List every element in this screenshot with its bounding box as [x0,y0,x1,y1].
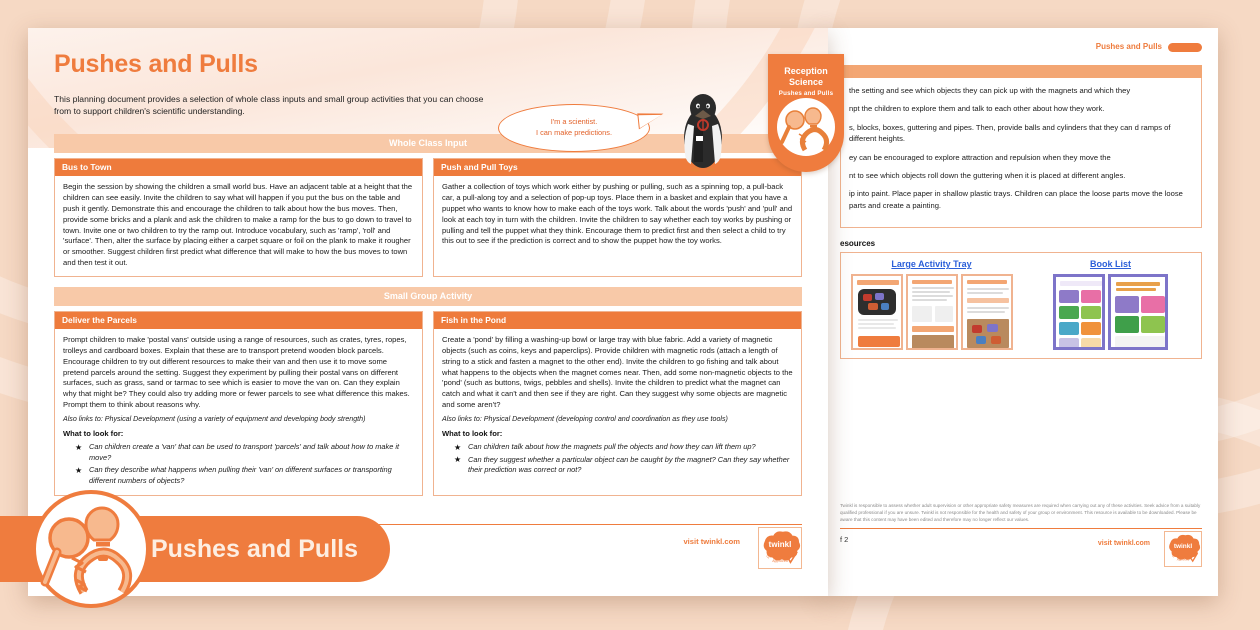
section-bar-whole-class-input: Whole Class Input [54,134,802,153]
badge-line-2: Science [788,76,824,87]
page-title: Pushes and Pulls [54,50,258,78]
page2-header [840,42,1202,56]
page2-text-block [840,78,1202,228]
overlay-banner-label: Pushes and Pulls [150,534,358,563]
what-to-look-for-label: What to look for: [442,429,503,439]
page2-paragraph: nt to see which objects roll down the guttering when it is placed at different angles. [849,170,1126,180]
resource-thumbnail [1053,274,1105,350]
resource-item-activity-tray[interactable] [847,259,1016,350]
intro-paragraph: This planning document provides a selection of whole class inputs and small group activities that you can choose from to support children's scientific understanding. [54,94,484,117]
list-item-text: Can they suggest whether a particular object can be caught by the magnet? Can they say whether their prediction was correct or not? [468,454,790,475]
page2-paragraph: s, blocks, boxes, guttering and pipes. Then, provide balls and cylinders that they can d ramps of different heights. [849,122,1171,144]
penguin-scientist-icon [672,88,734,176]
badge-arc-label: Pushes and Pulls [778,90,834,98]
page2-visit-link[interactable]: visit twinkl.com [1097,540,1150,547]
what-to-look-for-label: What to look for: [63,429,124,439]
activity-card-fish-in-the-pond[interactable] [433,311,802,497]
page2-number: f 2 [840,535,849,544]
card-body-text: Begin the session by showing the children a small world bus. Have an adjacent table at a height that the children can see easily. Invite the children to say what will happen if you put the bus on the table and push it gently. Demonstrate this and encourage the children to talk about how the bus moves. Then, provide some bricks and a plank and ask the children to make a ramp for the bus to go down to travel to town. Invite one or two children to try the ramp out. Introduce vocabulary, such as 'ramp', 'roll' and 'surface'. Then, alter the surface by placing either a carpet square or foil on the plank to make it rougher or smoother. Suggest children first predict what difference that will make to how the bus moves to town and then test it out. [63,182,413,267]
resource-thumbnail [906,274,958,350]
page2-resources-label: esources [840,239,876,249]
resource-thumbnail [1108,274,1168,350]
section-cards-row [54,311,802,497]
visit-link[interactable]: visit twinkl.com [683,537,740,546]
activity-card-deliver-the-parcels[interactable] [54,311,423,497]
star-icon: ★ [75,465,83,475]
page2-paragraph: ey can be encouraged to explore attraction and repulsion when they move the [849,152,1111,162]
list-item [454,442,793,453]
card-links-to: Also links to: Physical Development (using a variety of equipment and developing body strength) [63,414,366,423]
card-body-text: Create a 'pond' by filling a washing-up bowl or large tray with blue fabric. Add a variety of magnetic objects (such as coins, keys and paperclips). Provide children with magnetic rods (attach a length of string to a stick and fasten a magnet to the other end). Invite the children to go fishing and talk about what happens to the objects when the magnet comes near. Then, add some non-magnetic objects to the 'pond' (such as buttons, twigs, pebbles and shells). Invite the children to predict what the magnet can catch and what it can't and then see if they are right. Can they suggest why some objects are magnetic and some aren't? [442,335,793,409]
page2-resources-panel [840,252,1202,359]
magnifier-bulb-magnet-icon [777,98,835,156]
badge-line-1: Reception [784,66,828,76]
page2-section-bar [840,65,1202,78]
section-bar-small-group-activity: Small Group Activity [54,287,802,306]
speech-line-1: I'm a scientist. [550,117,598,127]
page2-paragraph: the setting and see which objects they can pick up with the magnets and which they [849,86,1131,95]
document-page-2[interactable] [822,28,1218,596]
card-body-text: Gather a collection of toys which work either by pushing or pulling, such as a spinning top, a pull-back car, a pull-along toy and a selection of pop-up toys. Place them in a basket and explain that you have a puppet who wants to know how to make each of the toys work. Talk about the words 'push' and 'pull' and look at each toy in turn with the children. Invite the children to say whether each toy works by pushing or pulling and tell the puppet what they think. Encourage them to predict first and then select a child to try this out to see if the prediction is correct and to show the puppet how the toy works. [442,182,793,246]
card-body-text: Prompt children to make 'postal vans' outside using a range of resources, such as crates, tyres, ropes, trolleys and cardboard boxes. Explain that these are to transport pretend wooden block parcels. Encourage children to try out different resources to make their van and then use it to move some pretend parcels around the setting. Suggest they experiment by pulling their postal vans on different surfaces, such as grass, sand or tarmac to see which is easier to move the van on. Can they explain why that might be? They could also try adding more or fewer parcels to see what difference this makes. Prompt them to think about reasons why. [63,335,410,409]
svg-text:Quality Standard: Quality Standard [1172,554,1194,559]
twinkl-logo [1164,531,1202,567]
star-icon: ★ [454,442,462,452]
card-heading: Bus to Town [55,159,422,177]
speech-bubble [498,104,650,152]
star-icon: ★ [75,442,83,452]
svg-text:Approved: Approved [772,558,788,563]
list-item-text: Can children talk about how the magnets pull the objects and how they can lift them up? [468,442,756,452]
list-item [75,465,414,486]
list-item [454,455,793,476]
badge-icon-circle [777,98,835,156]
card-heading: Deliver the Parcels [55,312,422,330]
what-to-look-for-list [442,442,793,476]
page2-header-label: Pushes and Pulls [1095,42,1162,51]
page2-header-pill [1168,43,1202,52]
resource-link[interactable]: Large Activity Tray [891,259,972,270]
resource-item-book-list[interactable] [1026,259,1195,350]
star-icon: ★ [454,455,462,465]
page2-disclaimer: Twinkl is responsible to assess whether adult supervision or other appropriate safety measures are required when carrying out any of these activities. Seek advice from a suitably qualified professional if you are unsure. Twinkl is not responsible for the health and safety of your group or environment. This resource is available to be downloaded. Please be aware that this content may have been edited and therefore may no longer reflect our values. [840,503,1201,523]
speech-line-2: I can make predictions. [536,128,612,137]
page2-paragraph: ip into paint. Place paper in shallow plastic trays. Children can place the loose parts move the loose parts and create a painting. [849,189,1183,210]
svg-text:twinkl: twinkl [768,540,792,550]
card-heading: Fish in the Pond [434,312,801,330]
speech-bubble-tail [637,111,665,130]
document-page-1[interactable] [28,28,834,596]
resource-link[interactable]: Book List [1089,259,1131,270]
list-item-text: Can they describe what happens when pulling their 'van' on different surfaces or transporting different numbers of objects? [89,465,392,485]
page2-paragraph: npt the children to explore them and talk to each other about how they work. [849,104,1105,114]
page2-footer [840,528,1202,568]
list-item-text: Can children create a 'van' that can be used to transport 'parcels' and talk about how to make it move? [89,442,400,462]
svg-text:twinkl: twinkl [1173,543,1193,551]
list-item [75,442,414,463]
card-links-to: Also links to: Physical Development (developing control and coordination as they use tools) [442,414,728,423]
overlay-icon-circle [32,490,150,608]
twinkl-logo [758,527,802,569]
activity-card-bus-to-town[interactable] [54,158,423,277]
svg-text:Quality Standard: Quality Standard [766,554,794,559]
magnifier-bulb-magnet-icon [36,494,146,604]
what-to-look-for-list [63,442,414,486]
resource-thumbnail [851,274,903,350]
resource-thumbnail [961,274,1013,350]
activity-card-push-and-pull-toys[interactable] [433,158,802,277]
svg-text:Approved: Approved [1176,557,1190,562]
reception-science-badge [768,54,844,172]
card-heading: Push and Pull Toys [434,159,801,177]
